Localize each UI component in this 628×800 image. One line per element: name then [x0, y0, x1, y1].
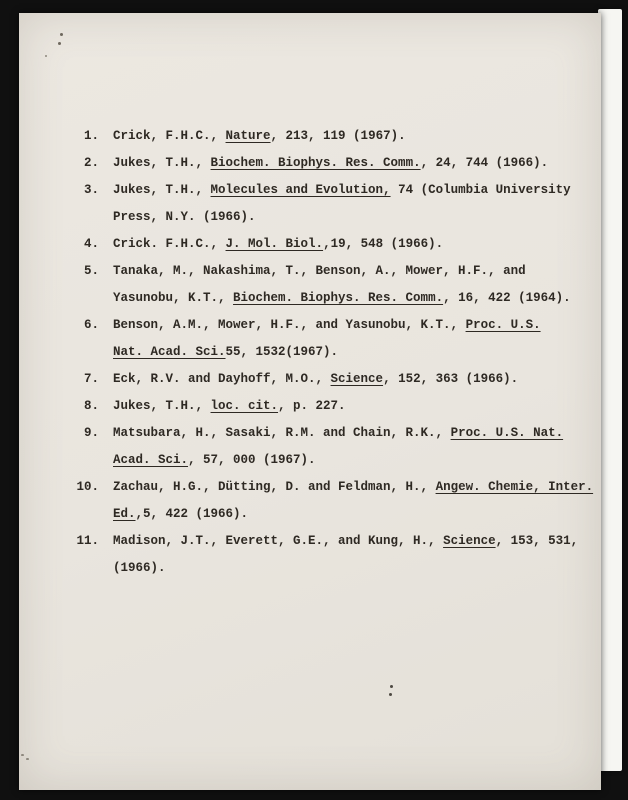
reference-text: 55, 1532(1967).	[225, 345, 339, 359]
reference-text: Jukes, T.H.,	[113, 156, 211, 170]
document-page	[19, 13, 601, 790]
reference-item	[69, 231, 595, 258]
reference-line	[113, 123, 406, 150]
cited-work-title: Biochem. Biophys. Res. Comm.	[210, 156, 421, 170]
reference-number: 4.	[83, 237, 99, 251]
reference-text: , 16, 422 (1964).	[443, 291, 571, 305]
reference-item	[69, 393, 595, 420]
reference-line	[113, 420, 563, 447]
reference-item	[69, 150, 595, 177]
reference-item	[69, 528, 595, 582]
cited-work-title: Acad. Sci.	[113, 453, 189, 467]
reference-text: Zachau, H.G., Dütting, D. and Feldman, H.,	[113, 480, 436, 494]
reference-text: Jukes, T.H.,	[113, 183, 211, 197]
reference-line	[113, 555, 578, 582]
reference-item	[69, 474, 595, 528]
reference-body	[113, 393, 346, 420]
reference-item	[69, 312, 595, 366]
reference-text: , 57, 000 (1967).	[188, 453, 316, 467]
scan-artifact-mark	[390, 685, 393, 688]
reference-number: 9.	[83, 426, 99, 440]
reference-line	[113, 258, 571, 285]
reference-line	[113, 393, 346, 420]
reference-line	[113, 474, 593, 501]
reference-text: Matsubara, H., Sasaki, R.M. and Chain, R.K.,	[113, 426, 451, 440]
reference-body	[113, 177, 571, 231]
underlying-page-edge	[598, 9, 622, 771]
reference-body	[113, 420, 563, 474]
reference-line	[113, 447, 563, 474]
reference-text: , 213, 119 (1967).	[270, 129, 406, 143]
reference-text: , p. 227.	[278, 399, 346, 413]
reference-number: 3.	[83, 183, 99, 197]
reference-body	[113, 150, 548, 177]
reference-item	[69, 258, 595, 312]
reference-text: , 24, 744 (1966).	[420, 156, 549, 170]
reference-number: 1.	[83, 129, 99, 143]
reference-text: Yasunobu, K.T.,	[113, 291, 234, 305]
reference-number: 7.	[83, 372, 99, 386]
reference-text: ,5, 422 (1966).	[135, 507, 249, 521]
reference-number: 8.	[83, 399, 99, 413]
reference-body	[113, 528, 578, 582]
reference-line	[113, 339, 541, 366]
reference-text: Madison, J.T., Everett, G.E., and Kung, H.,	[113, 534, 444, 548]
reference-line	[113, 285, 571, 312]
reference-item	[69, 177, 595, 231]
reference-number: 2.	[83, 156, 99, 170]
reference-item	[69, 366, 595, 393]
pencil-mark	[60, 33, 63, 36]
reference-text: Tanaka, M., Nakashima, T., Benson, A., Mower, H.F., and	[113, 264, 526, 278]
cited-work-title: J. Mol. Biol.	[225, 237, 324, 251]
reference-text: , 152, 363 (1966).	[383, 372, 519, 386]
reference-body	[113, 366, 518, 393]
reference-line	[113, 150, 548, 177]
reference-text: 74 (Columbia University	[390, 183, 571, 197]
pencil-mark	[45, 55, 47, 57]
reference-line	[113, 312, 541, 339]
reference-number: 5.	[83, 264, 99, 278]
reference-number: 11.	[76, 534, 99, 548]
reference-text: Crick, F.H.C.,	[113, 129, 226, 143]
reference-text: (1966).	[113, 561, 166, 575]
reference-item	[69, 123, 595, 150]
cited-work-title: Proc. U.S. Nat.	[450, 426, 564, 440]
scan-artifact-mark	[21, 754, 24, 756]
reference-line	[113, 231, 443, 258]
reference-text: , 153, 531,	[495, 534, 579, 548]
reference-text: Jukes, T.H.,	[113, 399, 211, 413]
cited-work-title: Science	[443, 534, 496, 548]
reference-text: ,19, 548 (1966).	[323, 237, 444, 251]
cited-work-title: Science	[330, 372, 384, 386]
cited-work-title: loc. cit.	[210, 399, 279, 413]
reference-number: 10.	[76, 480, 99, 494]
reference-body	[113, 123, 406, 150]
reference-item	[69, 420, 595, 474]
cited-work-title: Biochem. Biophys. Res. Comm.	[233, 291, 444, 305]
reference-line	[113, 501, 593, 528]
reference-body	[113, 231, 443, 258]
cited-work-title: Nature	[225, 129, 271, 143]
reference-line	[113, 528, 578, 555]
reference-body	[113, 258, 571, 312]
cited-work-title: Angew. Chemie, Inter.	[435, 480, 594, 494]
reference-line	[113, 177, 571, 204]
reference-text: Press, N.Y. (1966).	[113, 210, 256, 224]
reference-text: Eck, R.V. and Dayhoff, M.O.,	[113, 372, 331, 386]
cited-work-title: Proc. U.S.	[465, 318, 541, 332]
cited-work-title: Ed.	[113, 507, 136, 521]
cited-work-title: Nat. Acad. Sci.	[113, 345, 226, 359]
reference-body	[113, 312, 541, 366]
reference-line	[113, 204, 571, 231]
cited-work-title: Molecules and Evolution,	[210, 183, 391, 197]
reference-body	[113, 474, 593, 528]
reference-text: Crick. F.H.C.,	[113, 237, 226, 251]
reference-text: Benson, A.M., Mower, H.F., and Yasunobu, K.T.,	[113, 318, 466, 332]
reference-line	[113, 366, 518, 393]
reference-list	[19, 123, 595, 582]
reference-number: 6.	[83, 318, 99, 332]
